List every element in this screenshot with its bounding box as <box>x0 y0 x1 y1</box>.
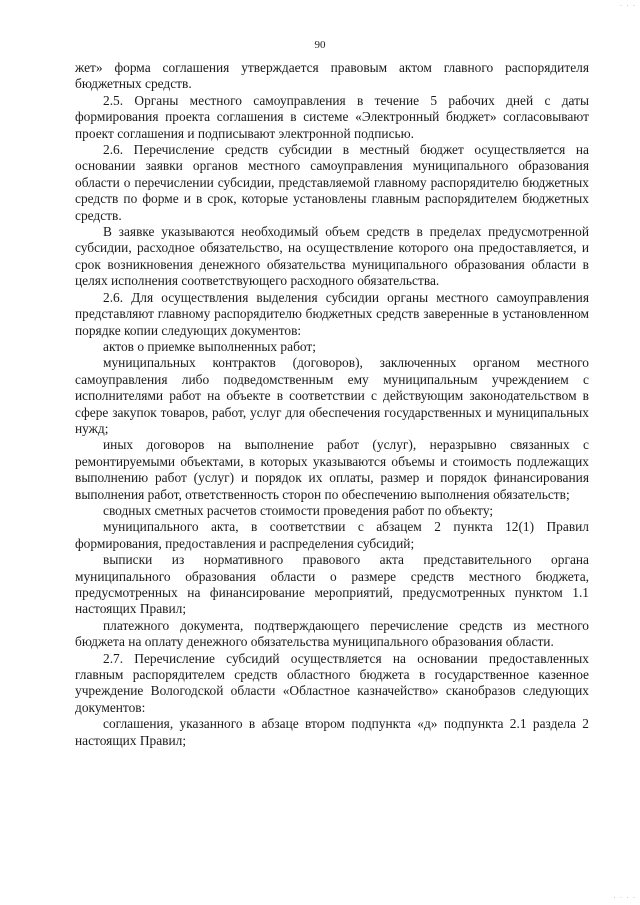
paragraph-continuation: жет» форма соглашения утверждается правовым актом главного распорядителя бюджетных средств. <box>75 60 589 92</box>
paragraph-2-6-transfer: 2.6. Перечисление средств субсидии в местный бюджет осуществляется на основании заявки органов местного самоуправления муниципального образования области о перечислении субсидии, представляемой главному распорядителю бюджетных средств по форме и в срок, которые установлены главным распорядителем бюджетных средств. <box>75 142 589 223</box>
scan-mark-top: · · · <box>619 2 636 10</box>
paragraph-2-5: 2.5. Органы местного самоуправления в течение 5 рабочих дней с даты формирования проекта соглашения в системе «Электронный бюджет» согласовывают проект соглашения и подписывают электронной подписью. <box>75 92 589 141</box>
list-item-acts: актов о приемке выполненных работ; <box>103 338 316 354</box>
list-item-extract: выписки из нормативного правового акта представительного органа муниципального образования области о размере средств местного бюджета, предусмотренных на финансирование мероприятий, предусмотренных пунктом 1.1 настоящих Правил; <box>75 552 589 617</box>
list-item-estimates: сводных сметных расчетов стоимости проведения работ по объекту; <box>103 502 494 518</box>
list-item-other-agreements: иных договоров на выполнение работ (услуг), неразрывно связанных с ремонтируемыми объектами, в которых указываются объемы и стоимость подлежащих выполнению работ (услуг) и порядок их оплаты, размер и порядок финансирования выполнения работ, ответственность сторон по обеспечению выполнения обязательств; <box>75 437 589 502</box>
paragraph-request-contents: В заявке указываются необходимый объем средств в пределах предусмотренной субсидии, расходное обязательство, на осуществление которого она предоставляется, и срок возникновения денежного обязательства муниципального образования области в целях исполнения соответствующего расходного обязательства. <box>75 224 589 289</box>
paragraph-2-7: 2.7. Перечисление субсидий осуществляется на основании предоставленных главным распорядителем средств областного бюджета в государственное казенное учреждение Вологодской области «Областное казначейство» сканобразов следующих документов: <box>75 650 589 715</box>
document-body <box>75 60 589 749</box>
list-item-agreement: соглашения, указанного в абзаце втором подпункта «д» подпункта 2.1 раздела 2 настоящих Правил; <box>75 716 589 748</box>
paragraph-2-6-documents: 2.6. Для осуществления выделения субсидии органы местного самоуправления представляют главному распорядителю бюджетных средств заверенные в установленном порядке копии следующих документов: <box>75 289 589 338</box>
scan-mark-bottom: · · · · <box>613 894 636 902</box>
list-item-municipal-act: муниципального акта, в соответствии с абзацем 2 пункта 12(1) Правил формирования, предоставления и распределения субсидий; <box>75 519 589 551</box>
list-item-contracts: муниципальных контрактов (договоров), заключенных органом местного самоуправления либо подведомственным ему муниципальным учреждением с исполнителями работ на объекте в соответствии с действующим законодательством в сфере закупок товаров, работ, услуг для обеспечения государственных и муниципальных нужд; <box>75 355 589 436</box>
list-item-payment-document: платежного документа, подтверждающего перечисление средств из местного бюджета на оплату денежного обязательства муниципального образования области. <box>75 617 589 650</box>
page-number: 90 <box>314 39 326 51</box>
